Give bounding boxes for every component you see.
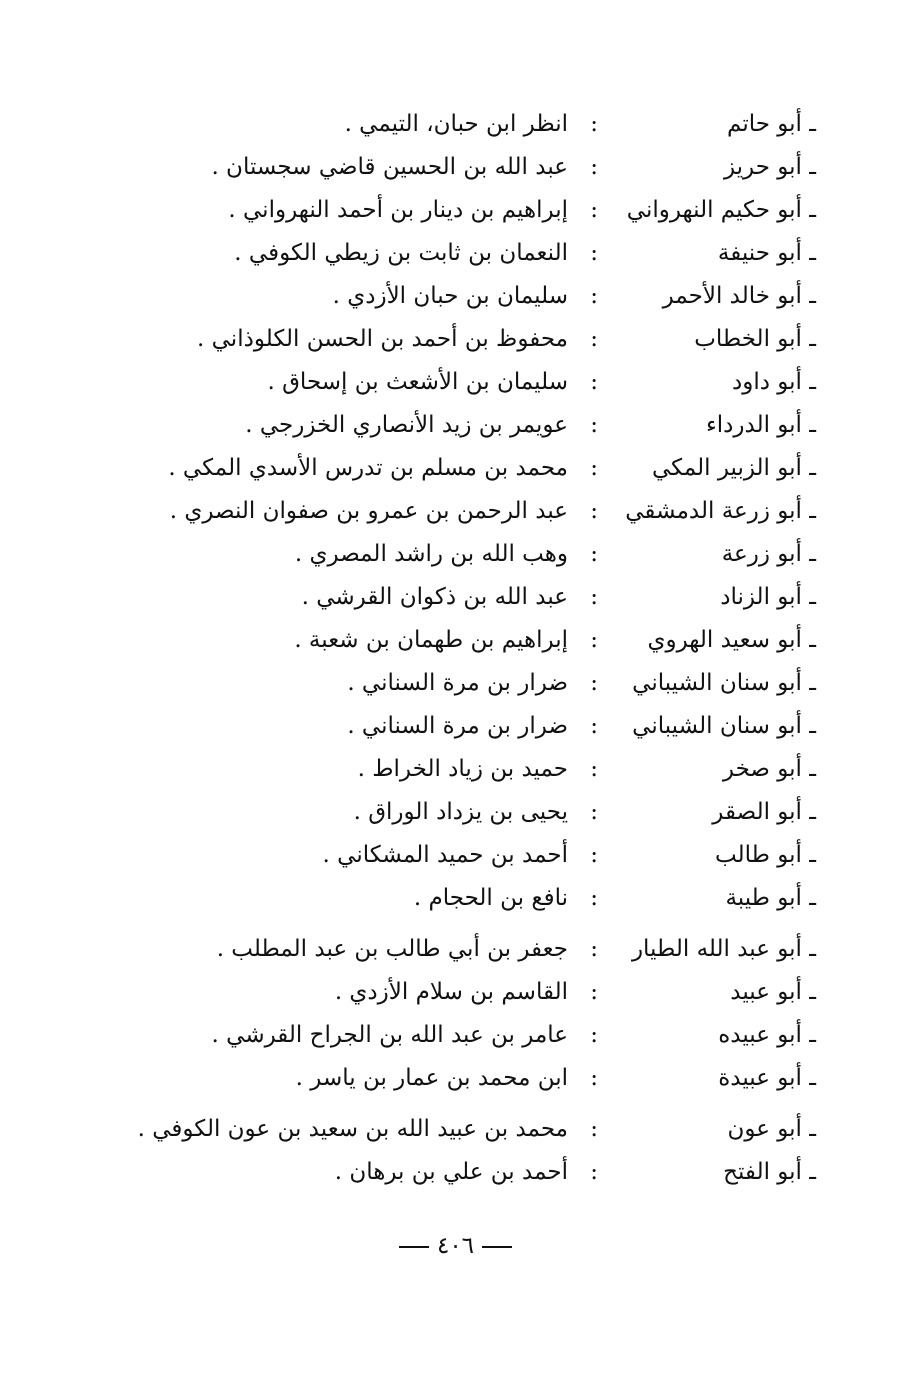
list-item (116, 1014, 816, 1057)
list-item (116, 877, 816, 920)
entry-separator: : (590, 627, 598, 653)
list-item (116, 232, 816, 275)
entry-separator: : (590, 1022, 598, 1048)
entry-separator: : (590, 756, 598, 782)
entry-name: عامر بن عبد الله بن الجراح القرشي . (211, 1022, 568, 1048)
entry-separator: : (590, 584, 598, 610)
entry-name: عبد الله بن الحسين قاضي سجستان . (211, 154, 568, 180)
list-item (116, 791, 816, 834)
entry-kunya: ـ أبو عبيد (730, 979, 816, 1005)
list-item (116, 404, 816, 447)
list-item (116, 1151, 816, 1194)
entry-kunya: ـ أبو زرعة (721, 541, 816, 567)
entry-name: عبد الرحمن بن عمرو بن صفوان النصري . (169, 498, 568, 524)
entry-kunya: ـ أبو حنيفة (717, 240, 816, 266)
entry-kunya: ـ أبو سنان الشيباني (632, 713, 816, 739)
entry-separator: : (590, 240, 598, 266)
entry-kunya: ـ أبو حريز (723, 154, 816, 180)
entry-name: إبراهيم بن طهمان بن شعبة . (294, 627, 568, 653)
entry-separator: : (590, 885, 598, 911)
list-item (116, 1108, 816, 1151)
entry-kunya: ـ أبو الصقر (712, 799, 816, 825)
entry-kunya: ـ أبو حاتم (727, 111, 816, 137)
page-number: ٤٠٦ (436, 1233, 475, 1259)
list-item (116, 662, 816, 705)
entry-kunya: ـ أبو الدرداء (705, 412, 816, 438)
entry-kunya: ـ أبو الخطاب (694, 326, 816, 352)
list-item (116, 146, 816, 189)
entry-kunya: ـ أبو الفتح (723, 1159, 816, 1185)
left-dash (399, 1246, 429, 1248)
entry-kunya: ـ أبو صخر (722, 756, 816, 782)
kunya-index-list (116, 103, 816, 1194)
list-item (116, 533, 816, 576)
list-item (116, 189, 816, 232)
entry-name: النعمان بن ثابت بن زيطي الكوفي . (234, 240, 568, 266)
entry-separator: : (590, 283, 598, 309)
entry-kunya: ـ أبو عبيدة (718, 1065, 816, 1091)
entry-name: أحمد بن علي بن برهان . (334, 1159, 568, 1185)
entry-separator: : (590, 326, 598, 352)
entry-kunya: ـ أبو خالد الأحمر (662, 283, 816, 309)
entry-kunya: ـ أبو الزناد (720, 584, 816, 610)
entry-name: أحمد بن حميد المشكاني . (322, 842, 568, 868)
entry-name: سليمان بن الأشعث بن إسحاق . (267, 369, 568, 395)
entry-name: محفوظ بن أحمد بن الحسن الكلوذاني . (197, 326, 568, 352)
entry-name: وهب الله بن راشد المصري . (294, 541, 568, 567)
entry-name: جعفر بن أبي طالب بن عبد المطلب . (216, 936, 568, 962)
entry-separator: : (590, 154, 598, 180)
entry-separator: : (590, 670, 598, 696)
entry-name: عبد الله بن ذكوان القرشي . (301, 584, 568, 610)
entry-separator: : (590, 412, 598, 438)
entry-kunya: ـ أبو داود (731, 369, 816, 395)
entry-separator: : (590, 713, 598, 739)
entry-kunya: ـ أبو عبد الله الطيار (631, 936, 816, 962)
list-item (116, 834, 816, 877)
list-item (116, 361, 816, 404)
entry-name: ضرار بن مرة السناني . (347, 713, 568, 739)
entry-kunya: ـ أبو الزبير المكي (651, 455, 816, 481)
list-item (116, 490, 816, 533)
list-item (116, 447, 816, 490)
entry-separator: : (590, 1065, 598, 1091)
entry-separator: : (590, 197, 598, 223)
list-item (116, 103, 816, 146)
list-item (116, 619, 816, 662)
entry-kunya: ـ أبو عون (727, 1116, 816, 1142)
entry-separator: : (590, 979, 598, 1005)
list-item (116, 318, 816, 361)
entry-kunya: ـ أبو سنان الشيباني (632, 670, 816, 696)
entry-kunya: ـ أبو طيبة (725, 885, 816, 911)
entry-name: سليمان بن حبان الأزدي . (332, 283, 568, 309)
list-item (116, 928, 816, 971)
list-item (116, 705, 816, 748)
entry-kunya: ـ أبو طالب (715, 842, 816, 868)
entry-separator: : (590, 842, 598, 868)
right-dash (482, 1246, 512, 1248)
entry-name: انظر ابن حبان، التيمي . (344, 111, 568, 137)
list-item (116, 275, 816, 318)
list-item (116, 1057, 816, 1100)
entry-kunya: ـ أبو عبيده (718, 1022, 816, 1048)
entry-name: محمد بن عبيد الله بن سعيد بن عون الكوفي . (137, 1116, 568, 1142)
entry-separator: : (590, 936, 598, 962)
entry-kunya: ـ أبو زرعة الدمشقي (625, 498, 816, 524)
entry-name: يحيى بن يزداد الوراق . (353, 799, 568, 825)
entry-name: عويمر بن زيد الأنصاري الخزرجي . (245, 412, 568, 438)
entry-name: محمد بن مسلم بن تدرس الأسدي المكي . (168, 455, 568, 481)
entry-name: إبراهيم بن دينار بن أحمد النهرواني . (228, 197, 568, 223)
entry-separator: : (590, 1116, 598, 1142)
entry-kunya: ـ أبو سعيد الهروي (647, 627, 816, 653)
list-item (116, 748, 816, 791)
entry-name: حميد بن زياد الخراط . (357, 756, 568, 782)
entry-kunya: ـ أبو حكيم النهرواني (626, 197, 816, 223)
list-item (116, 576, 816, 619)
entry-name: نافع بن الحجام . (413, 885, 568, 911)
page-number-footer (0, 1233, 911, 1259)
entry-name: ابن محمد بن عمار بن ياسر . (295, 1065, 568, 1091)
entry-separator: : (590, 455, 598, 481)
list-item (116, 971, 816, 1014)
entry-separator: : (590, 541, 598, 567)
entry-separator: : (590, 799, 598, 825)
entry-separator: : (590, 498, 598, 524)
entry-name: ضرار بن مرة السناني . (347, 670, 568, 696)
entry-name: القاسم بن سلام الأزدي . (334, 979, 568, 1005)
entry-separator: : (590, 1159, 598, 1185)
entry-separator: : (590, 369, 598, 395)
entry-separator: : (590, 111, 598, 137)
